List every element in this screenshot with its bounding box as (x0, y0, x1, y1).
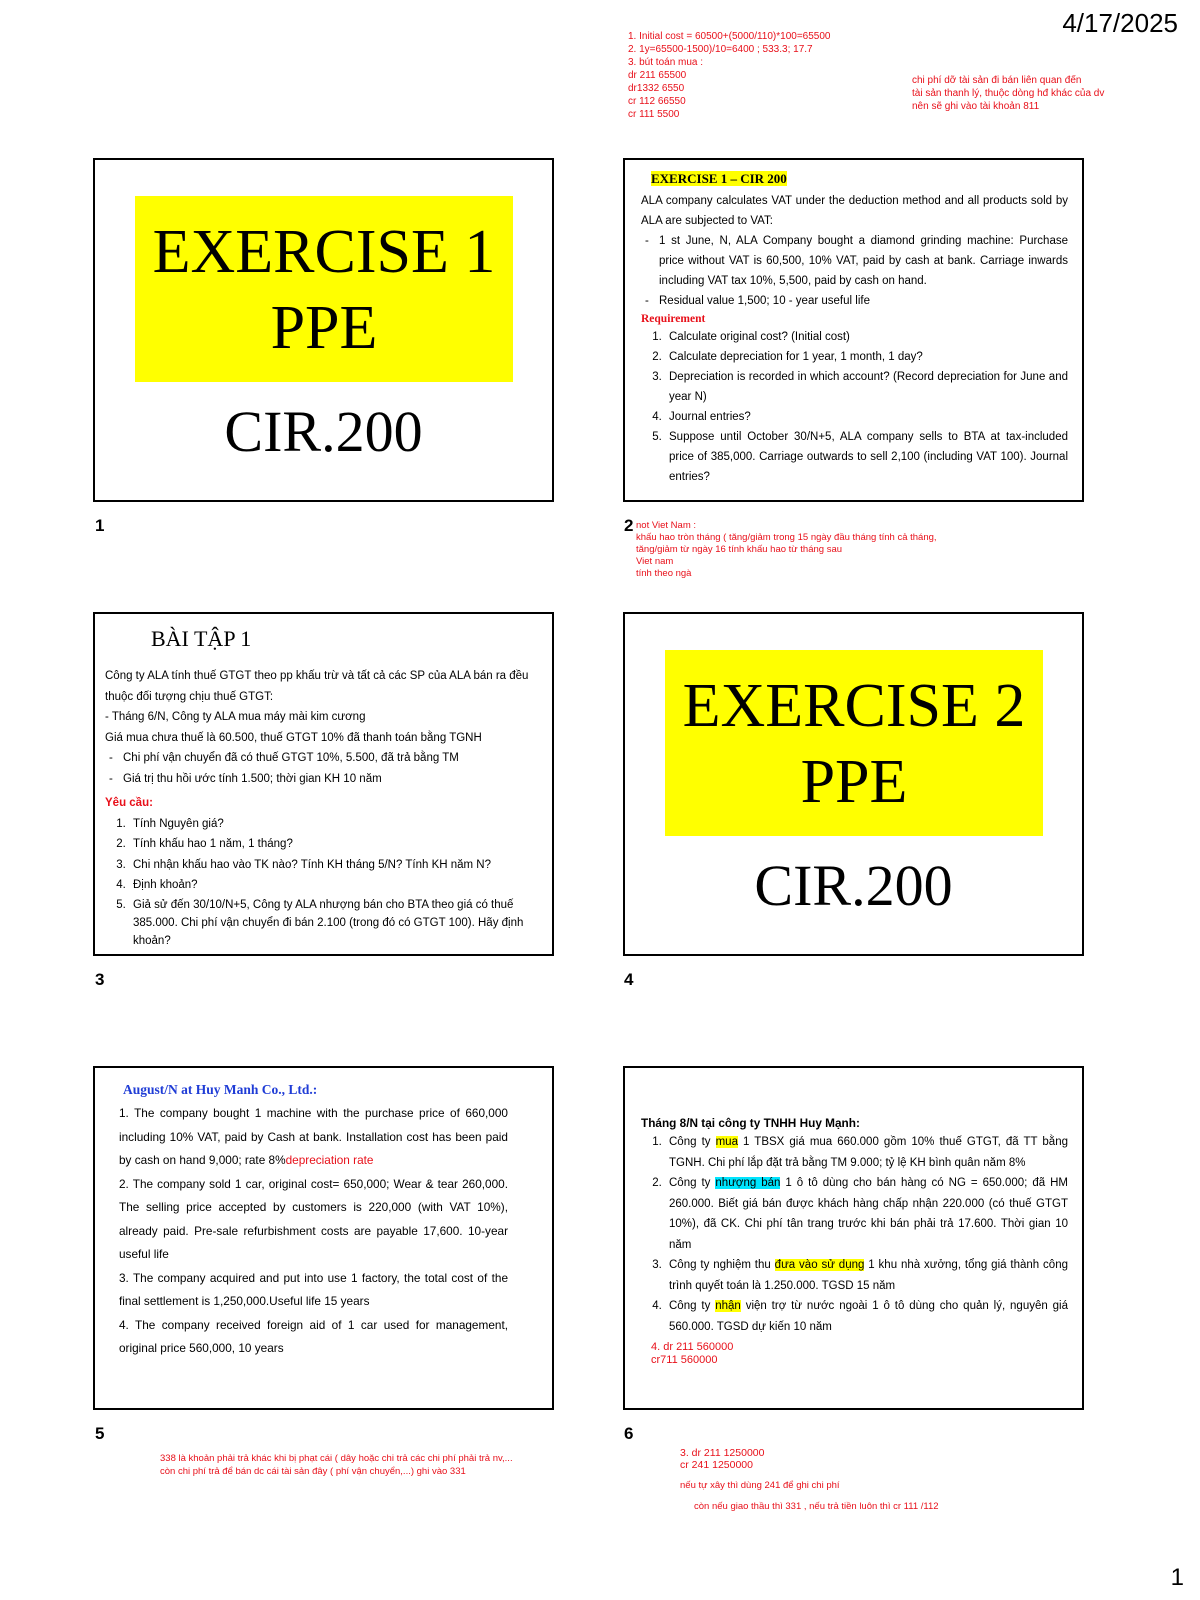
slide-heading: BÀI TẬP 1 (151, 626, 252, 651)
slide-title-line1: EXERCISE 2 (682, 672, 1026, 740)
paragraph-text: 1. The company bought 1 machine with the purchase price of 660,000 including 10% VAT, paid by Cash at bank. Installation cost has been paid by cash on hand 9,000; rate 8% (119, 1106, 508, 1167)
slide-heading: August/N at Huy Manh Co., Ltd.: (123, 1082, 318, 1097)
item-pre: Công ty (669, 1136, 716, 1148)
slide-number: 4 (624, 970, 634, 989)
exercise-paragraph: 4. The company received foreign aid of 1 car used for management, original price 560,000, 10 years (119, 1317, 508, 1355)
exercise-line: - Tháng 6/N, Công ty ALA mua máy mài kim cương (105, 711, 366, 723)
slide-2 (623, 158, 1084, 502)
slide-number: 2 (624, 516, 634, 535)
note-line: còn chi phí trả để bán dc cái tài sản đây ( phí vận chuyển,...) ghi vào 331 (160, 1466, 466, 1477)
note-line: 4. dr 211 560000 (651, 1341, 734, 1353)
note-line: cr 111 5500 (628, 109, 680, 120)
requirement-item: 5. Giả sử đến 30/10/N+5, Công ty ALA nhượng bán cho BTA theo giá có thuế 385.000. Chi phí vận chuyển đi bán 2.100 (trong đó có GTGT 100). Hãy định khoản? (129, 896, 542, 950)
slide-subtitle: CIR.200 (224, 399, 423, 464)
requirement-item: 1. Calculate original cost? (Initial cost) (665, 327, 1068, 347)
item-highlight: mua (715, 1136, 738, 1148)
item-highlight: nhận (715, 1300, 741, 1312)
item-post: viện trợ từ nước ngoài 1 ô tô dùng cho quản lý, nguyên giá 560.000. TGSD dự kiến 10 năm (669, 1300, 1068, 1333)
note-line: 338 là khoản phải trả khác khi bị phạt cái ( dây hoặc chi trả các chi phí phải trả nv,... (160, 1453, 513, 1464)
top-note-right (912, 74, 1182, 113)
requirement-label: Requirement (641, 313, 706, 325)
slide-6 (623, 1066, 1084, 1410)
note-line: not Viet Nam : (636, 520, 697, 531)
slide-title-box (135, 196, 513, 382)
slide-heading: Tháng 8/N tại công ty TNHH Huy Mạnh: (641, 1116, 860, 1130)
requirement-item: 2. Calculate depreciation for 1 year, 1 month, 1 day? (665, 347, 1068, 367)
slide-5 (93, 1066, 554, 1410)
item-highlight: nhượng bán (715, 1177, 781, 1189)
exercise-line: Giá mua chưa thuế là 60.500, thuế GTGT 10% đã thanh toán bằng TGNH (105, 731, 482, 744)
requirement-item: 3. Depreciation is recorded in which account? (Record depreciation for June and year N) (665, 367, 1068, 407)
note-line: nên sẽ ghi vào tài khoản 811 (912, 101, 1040, 112)
note-line: 3. dr 211 1250000 (680, 1447, 765, 1459)
item-highlight: đưa vào sử dụng (774, 1259, 865, 1271)
requirement-label: Yêu cầu: (105, 797, 153, 809)
note-line: tính theo ngà (636, 568, 692, 579)
slide-2-note (636, 520, 1056, 580)
note-line: 3. bút toán mua : (628, 57, 704, 68)
note-line: 1. Initial cost = 60500+(5000/110)*100=65500 (628, 31, 831, 42)
slide-subtitle: CIR.200 (754, 853, 953, 918)
slide-number: 5 (95, 1424, 105, 1443)
note-line: cr711 560000 (651, 1354, 718, 1366)
note-line: tăng/giảm từ ngày 16 tính khấu hao từ tháng sau (636, 544, 843, 555)
exercise-bullet: - Residual value 1,500; 10 - year useful life (659, 291, 1068, 311)
exercise-heading: EXERCISE 1 – CIR 200 (651, 171, 787, 186)
exercise-item (665, 1132, 1068, 1173)
slide-1 (93, 158, 554, 502)
exercise-intro: Công ty ALA tính thuế GTGT theo pp khấu trừ và tất cả các SP của ALA bán ra đều thuộc đối tượng chịu thuế GTGT: (105, 670, 529, 703)
requirement-item: 4. Journal entries? (665, 407, 1068, 427)
note-line: còn nếu giao thầu thì 331 , nếu trả tiền luôn thì cr 111 /112 (694, 1501, 939, 1512)
exercise-item (665, 1296, 1068, 1337)
slide-title-line2: PPE (800, 748, 908, 816)
item-post: 1 TBSX giá mua 660.000 gồm 10% thuế GTGT, đã TT bằng TGNH. Chi phí lắp đặt trả bằng TM 9.000; tỷ lệ KH bình quân năm 8% (669, 1136, 1068, 1169)
note-line: Viet nam (636, 556, 674, 567)
note-line: khấu hao tròn tháng ( tăng/giảm trong 15 ngày đầu tháng tính cả tháng, (636, 532, 937, 543)
slide-title-line2: PPE (270, 294, 378, 362)
slide-number: 1 (95, 516, 105, 535)
page-number: 1 (1170, 1564, 1184, 1591)
exercise-bullet: - Chi phí vận chuyển đã có thuế GTGT 10%, 5.500, đã trả bằng TM (123, 748, 542, 769)
item-pre: Công ty (669, 1300, 716, 1312)
exercise-paragraph: 3. The company acquired and put into use 1 factory, the total cost of the final settlement is 1,250,000.Useful life 15 years (119, 1270, 508, 1308)
note-line: chi phí dỡ tài sản đi bán liên quan đến (912, 75, 1082, 86)
item-pre: Công ty (669, 1177, 716, 1189)
note-line: nếu tự xây thì dùng 241 để ghi chi phí (680, 1480, 840, 1491)
slide-title-box (665, 650, 1043, 836)
slide-6-inner-note (651, 1341, 1068, 1367)
slide-title-line1: EXERCISE 1 (152, 218, 496, 286)
requirement-item: 1. Tính Nguyên giá? (129, 814, 542, 835)
exercise-paragraph: 2. The company sold 1 car, original cost= 650,000; Wear & tear 260,000. The selling price accepted by customers is 220,000 (with VAT 10%), already paid. Pre-sale refurbishment costs are payable 17,600. 10-year useful life (119, 1176, 508, 1261)
slide-heading (651, 170, 1068, 188)
note-line: cr 112 66550 (628, 96, 686, 107)
exercise-item (665, 1255, 1068, 1296)
slide-number: 6 (624, 1424, 634, 1443)
exercise-item (665, 1173, 1068, 1255)
item-post: 1 khu nhà xưởng, tổng giá thành công trình quyết toán là 1.250.000. TGSD 15 năm (669, 1259, 1068, 1292)
exercise-bullet: - Giá trị thu hồi ước tính 1.500; thời gian KH 10 năm (123, 769, 542, 790)
page-date: 4/17/2025 (1062, 8, 1178, 38)
requirement-item: 5. Suppose until October 30/N+5, ALA company sells to BTA at tax-included price of 385,000. Carriage outwards to sell 2,100 (including VAT 100). Journal entries? (665, 427, 1068, 487)
note-line: dr 211 65500 (628, 70, 687, 81)
item-post: 1 ô tô dùng cho bán hàng có NG = 650.000; đã HM 260.000. Biết giá bán được khách hàng chấp nhận 220.000 (có thuế GTGT 10%), đã CK. Chi phí tân trang trước khi bán phải trả 17.600. Thời gian 10 năm (669, 1177, 1068, 1251)
handwritten-note: depreciation rate (285, 1153, 374, 1167)
slide-3 (93, 612, 554, 956)
note-line: cr 241 1250000 (680, 1459, 753, 1471)
slide-6-note (680, 1447, 1100, 1513)
slide-5-note (160, 1452, 620, 1478)
exercise-intro: ALA company calculates VAT under the deduction method and all products sold by ALA are subjected to VAT: (641, 195, 1068, 227)
note-line: dr1332 6550 (628, 83, 685, 94)
slide-number: 3 (95, 970, 105, 989)
exercise-bullet: - 1 st June, N, ALA Company bought a diamond grinding machine: Purchase price without VAT is 60,500, 10% VAT, paid by cash at bank. Carriage inwards including VAT tax 10%, 5,500, paid by cash on hand. (659, 231, 1068, 291)
requirement-item: 3. Chi nhận khấu hao vào TK nào? Tính KH tháng 5/N? Tính KH năm N? (129, 855, 542, 876)
note-line: 2. 1y=65500-1500)/10=6400 ; 533.3; 17.7 (628, 44, 813, 55)
slide-4 (623, 612, 1084, 956)
requirement-item: 2. Tính khấu hao 1 năm, 1 tháng? (129, 834, 542, 855)
item-pre: Công ty nghiệm thu (669, 1259, 775, 1271)
note-line: tài sản thanh lý, thuộc dòng hđ khác của dv (912, 88, 1105, 99)
requirement-item: 4. Định khoản? (129, 875, 542, 896)
top-note-left (628, 30, 948, 121)
exercise-paragraph (119, 1102, 508, 1173)
